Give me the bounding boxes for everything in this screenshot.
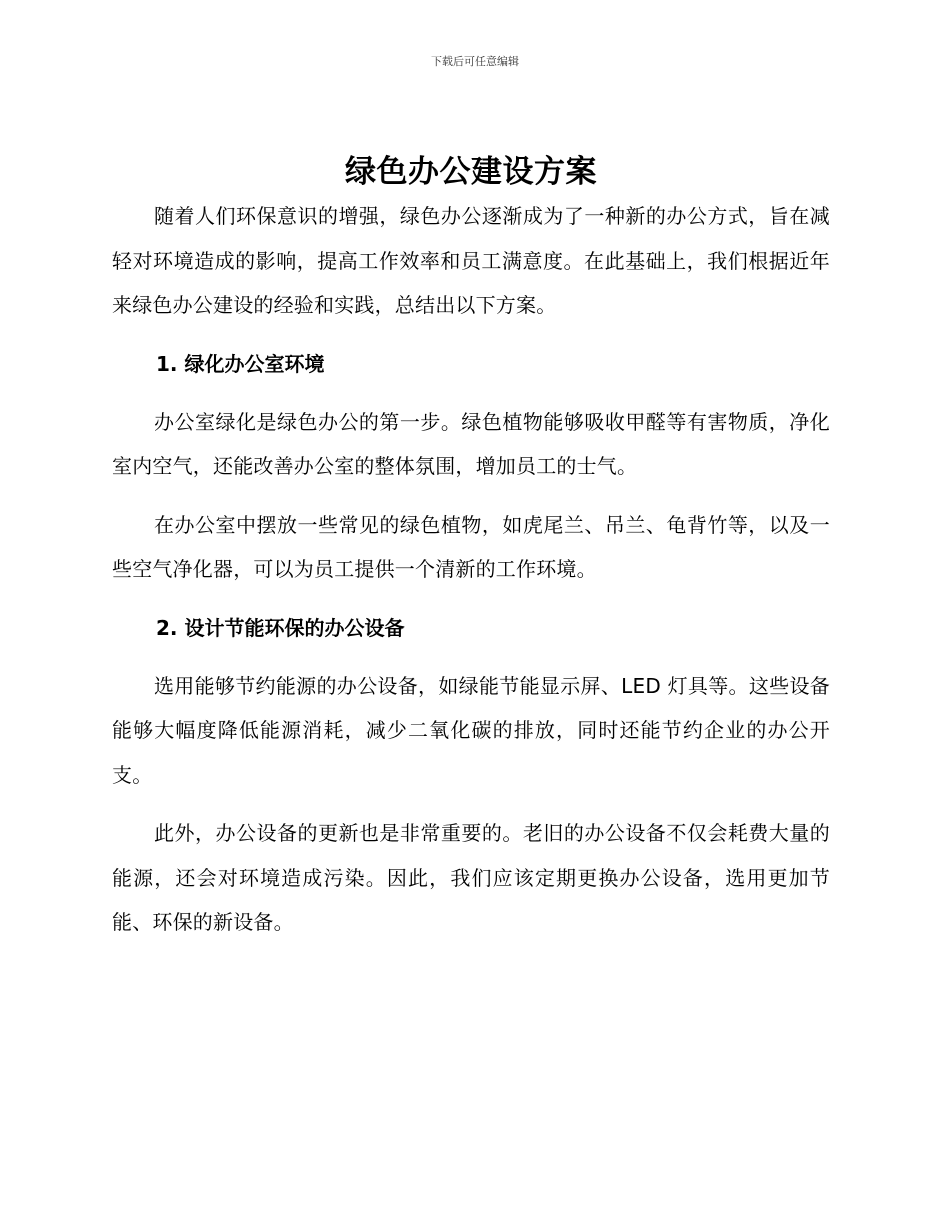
header-note: 下载后可任意编辑 — [431, 55, 519, 68]
paragraph: 选用能够节约能源的办公设备，如绿能节能显示屏、LED 灯具等。这些设备能够大幅度降低能源消耗，减少二氧化碳的排放，同时还能节约企业的办公开支。 — [112, 673, 830, 787]
paragraph: 办公室绿化是绿色办公的第一步。绿色植物能够吸收甲醛等有害物质，净化室内空气，还能改善办公室的整体氛围，增加员工的士气。 — [112, 409, 830, 478]
document-title: 绿色办公建设方案 — [345, 154, 597, 190]
section-heading: 1. 绿化办公室环境 — [156, 351, 325, 376]
paragraph: 此外，办公设备的更新也是非常重要的。老旧的办公设备不仅会耗费大量的能源，还会对环境造成污染。因此，我们应该定期更换办公设备，选用更加节能、环保的新设备。 — [112, 821, 830, 934]
section-2 — [112, 606, 830, 945]
intro-paragraph: 随着人们环保意识的增强，绿色办公逐渐成为了一种新的办公方式，旨在减轻对环境造成的影响，提高工作效率和员工满意度。在此基础上，我们根据近年来绿色办公建设的经验和实践，总结出以下方案。 — [112, 204, 830, 317]
paragraph: 在办公室中摆放一些常见的绿色植物，如虎尾兰、吊兰、龟背竹等，以及一些空气净化器，可以为员工提供一个清新的工作环境。 — [112, 512, 830, 581]
document-body — [112, 150, 830, 945]
section-1 — [112, 342, 830, 592]
section-heading: 2. 设计节能环保的办公设备 — [156, 615, 405, 640]
